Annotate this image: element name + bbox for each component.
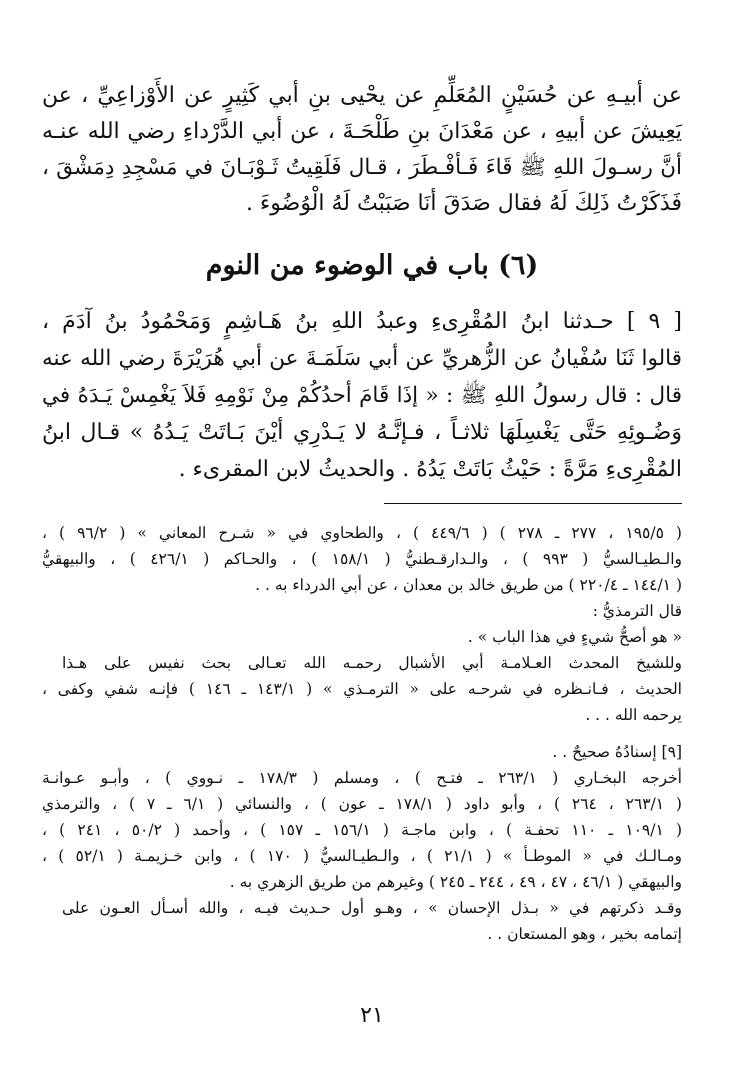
main-text-line: يَعِيشَ عن أبيهِ ، عن مَعْدَانَ بنِ طَلْحَـةَ ، عن أبي الدَّرْداءِ رضي الله عنـه [42, 119, 682, 144]
footnote-line: [٩] إسنادُهُ صحيحٌ . . [552, 743, 682, 761]
footnote-line: قال الترمذيُّ : [592, 602, 682, 620]
footnote-line: ( ١٠٩/١ ـ ١١٠ تحفـة ) ، وابن ماجـة ( ١٥٦/١ ـ ١٥٧ ) ، وأحمد ( ٥٠/٢ ، ٢٤١ ) ، [42, 821, 683, 839]
footnote-line: الحديث ، فـانـظره في شرحـه على « الترمـذي » ( ١٤٣/١ ـ ١٤٦ ) فإنـه شفي وكفى ، [42, 680, 682, 698]
footnote-line: ( ١٩٥/٥ ، ٢٧٧ ـ ٢٧٨ ) ( ٤٤٩/٦ ) ، والطحاوي في « شـرح المعاني » ( ٩٦/٢ ) ، [42, 524, 682, 542]
footnote-line: أخرجه البخـاري ( ٢٦٣/١ ـ فتـح ) ، ومسلم ( ١٧٨/٣ ـ نـووي ) ، وأبـو عـوانـة [42, 769, 682, 787]
main-text-line: فَذَكَرْتُ ذَلِكَ لَهُ فقال صَدَقَ أنَا صَبَبْتُ لَهُ الْوُضُوءَ . [245, 191, 682, 216]
page-number: ٢١ [360, 1003, 384, 1028]
hadith-line: قال : قال رسولُ اللهِ ﷺ : « إذَا قَامَ أحدُكُمْ مِنْ نَوْمِهِ فَلاَ يَغْمِسْ يَـدَهُ في [42, 383, 682, 408]
hadith-line: [ ٩ ] حـدثنا ابنُ المُقْرِىءِ وعبدُ اللهِ بنُ هَـاشِمٍ وَمَحْمُودُ بنُ آدَمَ ، [42, 309, 682, 334]
footnote-line: وللشيخ المحدث العـلامـة أبي الأشبال رحمـه الله تعـالى بحث نفيس على هـذا [62, 654, 682, 672]
footnote-line: ومـالـك في « الموطـأ » ( ٢١/١ ) ، والـطيـالسيُّ ( ١٧٠ ) ، وابن خـزيمـة ( ٥٢/١ ) ، [42, 847, 682, 865]
footnote-line: يرحمه الله . . . [585, 706, 682, 724]
footnote-line: وقـد ذكرتهم في « بـذل الإحسان » ، وهـو أول حـديث فيـه ، والله أسـأل العـون على [62, 899, 682, 917]
footnote-line: والبيهقي ( ٤٦/١ ، ٤٧ ، ٤٩ ، ٢٤٤ ـ ٢٤٥ ) وغيرهم من طريق الزهري به . [229, 873, 682, 891]
hadith-line: قالوا ثَنَا سُفْيانُ عن الزُّهريِّ عن أبي سَلَمَـةَ عن أبي هُرَيْرَةَ رضي الله عنه [42, 346, 682, 371]
chapter-heading: (٦) باب في الوضوء من النوم [205, 250, 539, 281]
footnote-line: والـطيـالسيُّ ( ٩٩٣ ) ، والـدارقـطنيُّ ( ١٥٨/١ ) ، والحـاكم ( ٤٢٦/١ ) ، والبيهقيُّ [42, 550, 682, 568]
main-text-line: عن أبيـهِ عن حُسَيْنٍ المُعَلِّمِ عن يحْيى بنِ أبي كَثِيرٍ عن الأَوْزاعِيِّ ، عن [42, 83, 682, 108]
main-text-line: أنَّ رسـولَ اللهِ ﷺ قَاءَ فَـأفْـطَرَ ، قـال فَلَقِيتُ ثَـوْبَـانَ في مَسْجِدِ دِمَشْقَ ، [42, 155, 682, 180]
hadith-line: المُقْرِىءِ مَرَّةً : حَيْثُ بَاتَتْ يَدُهُ . والحديثُ لابن المقرىء . [178, 457, 682, 482]
footnote-line: ( ١٤٤/١ ـ ٢٢٠/٤ ) من طريق خالد بن معدان ، عن أبي الدرداء به . . [255, 576, 682, 594]
footnote-divider [384, 503, 682, 504]
footnote-line: « هو أصحُّ شيءٍ في هذا الباب » . [467, 628, 682, 646]
footnote-line: إتمامه بخير ، وهو المستعان . . [487, 925, 682, 943]
footnote-line: ( ٢٦٣/١ ، ٢٦٤ ) ، وأبو داود ( ١٧٨/١ ـ عون ) ، والنسائي ( ٦/١ ـ ٧ ) ، والترمذي [42, 795, 682, 813]
hadith-line: وَضُـوئِهِ حَتَّى يَغْسِلَهَا ثلاثـاً ، فـإنَّـهُ لا يَـدْرِي أيْنَ بَـاتَتْ يَـدُهُ » قـال ابنُ [42, 420, 682, 445]
